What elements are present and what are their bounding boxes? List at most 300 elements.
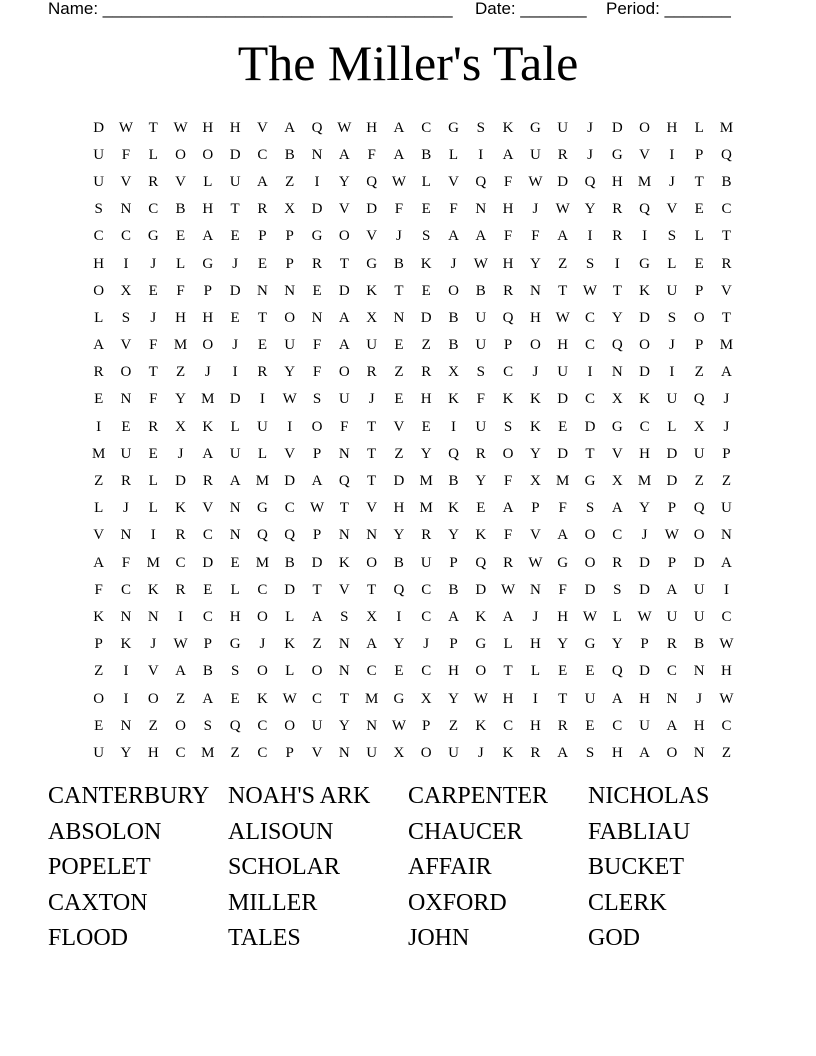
grid-letter[interactable]: O (93, 282, 105, 299)
grid-letter[interactable]: X (284, 201, 296, 218)
grid-letter[interactable]: Q (475, 554, 487, 571)
grid-letter[interactable]: P (203, 636, 212, 653)
grid-letter[interactable]: E (394, 337, 404, 354)
grid-letter[interactable]: V (120, 337, 132, 354)
grid-letter[interactable]: I (587, 228, 593, 245)
grid-letter[interactable]: A (93, 337, 105, 354)
grid-letter[interactable]: I (123, 663, 129, 680)
grid-letter[interactable]: W (719, 636, 734, 653)
grid-letter[interactable]: T (367, 473, 377, 490)
grid-letter[interactable]: J (587, 146, 593, 163)
grid-letter[interactable]: N (338, 744, 350, 761)
grid-letter[interactable]: P (667, 554, 677, 571)
grid-letter[interactable]: H (529, 717, 541, 734)
grid-letter[interactable]: Z (694, 473, 704, 490)
grid-letter[interactable]: H (229, 608, 241, 625)
grid-letter[interactable]: H (639, 445, 650, 462)
grid-letter[interactable]: E (394, 391, 404, 408)
grid-letter[interactable]: F (503, 173, 513, 190)
grid-letter[interactable]: N (393, 309, 405, 326)
grid-letter[interactable]: B (175, 201, 186, 218)
date-field-label[interactable]: Date: _______ (475, 0, 587, 18)
grid-letter[interactable]: F (503, 228, 513, 245)
grid-letter[interactable]: O (666, 744, 678, 761)
grid-letter[interactable]: I (669, 364, 675, 381)
grid-letter[interactable]: C (421, 608, 432, 625)
grid-letter[interactable]: E (558, 663, 568, 680)
grid-letter[interactable]: P (285, 744, 294, 761)
grid-letter[interactable]: U (639, 717, 650, 734)
grid-letter[interactable]: T (339, 255, 349, 272)
grid-letter[interactable]: P (503, 337, 513, 354)
grid-letter[interactable]: W (501, 581, 516, 598)
grid-letter[interactable]: J (232, 337, 239, 354)
grid-letter[interactable]: L (667, 418, 677, 435)
grid-letter[interactable]: R (475, 445, 486, 462)
grid-letter[interactable]: Q (475, 173, 487, 190)
grid-letter[interactable]: C (421, 663, 432, 680)
grid-letter[interactable]: E (257, 255, 268, 272)
grid-letter[interactable]: N (366, 717, 378, 734)
grid-letter[interactable]: F (503, 527, 513, 544)
grid-letter[interactable]: M (637, 473, 652, 490)
grid-letter[interactable]: S (585, 255, 595, 272)
grid-letter[interactable]: B (448, 581, 459, 598)
grid-letter[interactable]: Y (393, 527, 405, 544)
grid-letter[interactable]: N (284, 282, 296, 299)
grid-letter[interactable]: R (120, 473, 131, 490)
grid-letter[interactable]: X (693, 418, 705, 435)
grid-letter[interactable]: O (311, 418, 323, 435)
grid-letter[interactable]: C (612, 717, 623, 734)
grid-letter[interactable]: B (694, 636, 705, 653)
grid-letter[interactable]: G (584, 473, 596, 490)
grid-letter[interactable]: Y (529, 255, 541, 272)
grid-letter[interactable]: O (311, 663, 323, 680)
grid-letter[interactable]: H (420, 391, 432, 408)
grid-letter[interactable]: Y (175, 391, 186, 408)
grid-letter[interactable]: K (175, 500, 186, 517)
grid-letter[interactable]: B (421, 146, 432, 163)
grid-letter[interactable]: N (338, 636, 350, 653)
grid-letter[interactable]: K (502, 744, 514, 761)
grid-letter[interactable]: V (175, 173, 186, 190)
grid-letter[interactable]: D (175, 473, 186, 490)
grid-letter[interactable]: C (721, 201, 732, 218)
grid-letter[interactable]: V (120, 173, 132, 190)
grid-letter[interactable]: D (639, 581, 650, 598)
grid-letter[interactable]: I (150, 527, 156, 544)
grid-letter[interactable]: D (393, 473, 405, 490)
grid-letter[interactable]: U (693, 445, 705, 462)
grid-letter[interactable]: C (584, 337, 595, 354)
grid-letter[interactable]: J (395, 228, 402, 245)
grid-letter[interactable]: E (421, 418, 431, 435)
grid-letter[interactable]: R (93, 364, 104, 381)
grid-letter[interactable]: K (366, 282, 378, 299)
grid-letter[interactable]: B (448, 337, 459, 354)
grid-letter[interactable]: Y (448, 527, 459, 544)
grid-letter[interactable]: S (121, 309, 131, 326)
grid-letter[interactable]: V (202, 500, 214, 517)
grid-letter[interactable]: H (611, 744, 623, 761)
grid-letter[interactable]: A (666, 717, 678, 734)
grid-letter[interactable]: K (475, 717, 487, 734)
grid-letter[interactable]: R (503, 282, 514, 299)
grid-letter[interactable]: K (93, 608, 105, 625)
grid-letter[interactable]: E (421, 282, 431, 299)
grid-letter[interactable]: R (666, 636, 677, 653)
grid-letter[interactable]: K (448, 391, 459, 408)
grid-letter[interactable]: H (202, 119, 214, 136)
grid-letter[interactable]: N (693, 663, 705, 680)
grid-letter[interactable]: N (120, 717, 132, 734)
grid-letter[interactable]: T (694, 173, 704, 190)
grid-letter[interactable]: T (367, 418, 377, 435)
grid-letter[interactable]: E (585, 717, 595, 734)
grid-letter[interactable]: H (448, 663, 459, 680)
grid-letter[interactable]: I (532, 690, 538, 707)
grid-letter[interactable]: F (340, 418, 349, 435)
grid-letter[interactable]: P (312, 445, 322, 462)
grid-letter[interactable]: A (666, 581, 678, 598)
grid-letter[interactable]: L (203, 173, 213, 190)
grid-letter[interactable]: E (476, 500, 486, 517)
grid-letter[interactable]: E (230, 554, 240, 571)
grid-letter[interactable]: I (478, 146, 484, 163)
grid-letter[interactable]: S (585, 744, 595, 761)
grid-letter[interactable]: D (584, 418, 596, 435)
grid-letter[interactable]: H (693, 717, 705, 734)
grid-letter[interactable]: M (255, 554, 270, 571)
grid-letter[interactable]: I (669, 146, 675, 163)
grid-letter[interactable]: U (557, 119, 569, 136)
grid-letter[interactable]: K (257, 690, 268, 707)
grid-letter[interactable]: P (203, 282, 212, 299)
grid-letter[interactable]: A (557, 228, 569, 245)
grid-letter[interactable]: A (721, 364, 732, 381)
grid-letter[interactable]: K (529, 418, 541, 435)
grid-letter[interactable]: E (230, 690, 240, 707)
grid-letter[interactable]: O (693, 309, 705, 326)
grid-letter[interactable]: U (475, 337, 487, 354)
grid-letter[interactable]: H (202, 309, 214, 326)
grid-letter[interactable]: H (529, 636, 541, 653)
grid-letter[interactable]: C (93, 228, 104, 245)
grid-letter[interactable]: F (121, 554, 131, 571)
grid-letter[interactable]: F (394, 201, 404, 218)
grid-letter[interactable]: X (529, 473, 541, 490)
grid-letter[interactable]: D (557, 391, 569, 408)
grid-letter[interactable]: P (722, 445, 731, 462)
grid-letter[interactable]: R (421, 527, 432, 544)
grid-letter[interactable]: V (721, 282, 732, 299)
grid-letter[interactable]: M (173, 337, 188, 354)
grid-letter[interactable]: N (529, 581, 541, 598)
grid-letter[interactable]: H (666, 119, 678, 136)
grid-letter[interactable]: Q (284, 527, 296, 544)
grid-letter[interactable]: D (557, 445, 569, 462)
grid-letter[interactable]: J (177, 445, 184, 462)
grid-letter[interactable]: U (229, 445, 241, 462)
grid-letter[interactable]: B (202, 663, 213, 680)
grid-letter[interactable]: F (94, 581, 103, 598)
grid-letter[interactable]: N (475, 201, 487, 218)
grid-letter[interactable]: N (721, 527, 732, 544)
grid-letter[interactable]: Y (393, 636, 405, 653)
grid-letter[interactable]: D (639, 663, 650, 680)
grid-letter[interactable]: L (285, 608, 295, 625)
grid-letter[interactable]: J (450, 255, 457, 272)
grid-letter[interactable]: V (366, 228, 378, 245)
grid-letter[interactable]: Q (311, 119, 323, 136)
grid-letter[interactable]: Z (558, 255, 568, 272)
grid-letter[interactable]: A (338, 309, 350, 326)
grid-letter[interactable]: C (721, 717, 732, 734)
grid-letter[interactable]: U (448, 744, 459, 761)
grid-letter[interactable]: D (666, 473, 678, 490)
grid-letter[interactable]: C (503, 717, 514, 734)
grid-letter[interactable]: O (529, 337, 541, 354)
grid-letter[interactable]: R (612, 228, 623, 245)
grid-letter[interactable]: Z (94, 473, 104, 490)
grid-letter[interactable]: J (723, 391, 730, 408)
grid-letter[interactable]: C (284, 500, 295, 517)
grid-letter[interactable]: S (613, 581, 622, 598)
grid-letter[interactable]: O (584, 527, 596, 544)
grid-letter[interactable]: R (503, 554, 514, 571)
grid-letter[interactable]: U (693, 581, 705, 598)
grid-letter[interactable]: J (150, 309, 157, 326)
grid-letter[interactable]: J (259, 636, 266, 653)
grid-letter[interactable]: E (257, 337, 268, 354)
grid-letter[interactable]: R (557, 717, 568, 734)
grid-letter[interactable]: A (502, 146, 514, 163)
grid-letter[interactable]: I (96, 418, 102, 435)
grid-letter[interactable]: O (202, 146, 214, 163)
grid-letter[interactable]: R (612, 554, 623, 571)
grid-letter[interactable]: H (557, 608, 569, 625)
grid-letter[interactable]: J (150, 636, 157, 653)
grid-letter[interactable]: E (694, 201, 704, 218)
grid-letter[interactable]: A (611, 690, 623, 707)
grid-letter[interactable]: L (94, 500, 104, 517)
grid-letter[interactable]: U (366, 744, 378, 761)
grid-letter[interactable]: R (421, 364, 432, 381)
grid-letter[interactable]: Q (257, 527, 268, 544)
grid-letter[interactable]: Q (693, 391, 705, 408)
grid-letter[interactable]: R (530, 744, 541, 761)
grid-letter[interactable]: H (175, 309, 186, 326)
grid-letter[interactable]: C (257, 744, 268, 761)
grid-letter[interactable]: M (719, 337, 734, 354)
grid-letter[interactable]: A (366, 636, 378, 653)
grid-letter[interactable]: V (639, 146, 650, 163)
grid-letter[interactable]: U (257, 418, 268, 435)
grid-letter[interactable]: O (448, 282, 459, 299)
grid-letter[interactable]: S (203, 717, 212, 734)
grid-letter[interactable]: N (120, 608, 132, 625)
grid-letter[interactable]: D (611, 119, 623, 136)
grid-letter[interactable]: I (587, 364, 593, 381)
grid-letter[interactable]: I (123, 690, 129, 707)
grid-letter[interactable]: J (723, 418, 730, 435)
grid-letter[interactable]: T (257, 309, 268, 326)
grid-letter[interactable]: V (393, 418, 405, 435)
grid-letter[interactable]: C (202, 608, 213, 625)
grid-letter[interactable]: N (311, 309, 323, 326)
grid-letter[interactable]: L (530, 663, 540, 680)
grid-letter[interactable]: E (394, 663, 404, 680)
grid-letter[interactable]: U (93, 146, 105, 163)
grid-letter[interactable]: N (338, 445, 350, 462)
grid-letter[interactable]: X (611, 473, 623, 490)
grid-letter[interactable]: A (393, 119, 405, 136)
grid-letter[interactable]: N (338, 663, 350, 680)
grid-letter[interactable]: J (232, 255, 239, 272)
grid-letter[interactable]: D (639, 364, 650, 381)
grid-letter[interactable]: Z (694, 364, 704, 381)
grid-letter[interactable]: D (666, 445, 678, 462)
grid-letter[interactable]: O (284, 717, 296, 734)
grid-letter[interactable]: F (558, 581, 567, 598)
grid-letter[interactable]: Z (285, 173, 295, 190)
grid-letter[interactable]: Z (94, 663, 104, 680)
grid-letter[interactable]: G (448, 119, 459, 136)
grid-letter[interactable]: U (584, 690, 596, 707)
grid-letter[interactable]: J (532, 364, 539, 381)
grid-letter[interactable]: O (366, 554, 378, 571)
grid-letter[interactable]: U (666, 282, 678, 299)
grid-letter[interactable]: L (612, 608, 622, 625)
grid-letter[interactable]: Y (120, 744, 132, 761)
grid-letter[interactable]: L (448, 146, 459, 163)
grid-letter[interactable]: O (147, 690, 159, 707)
grid-letter[interactable]: F (558, 500, 567, 517)
grid-letter[interactable]: N (147, 608, 159, 625)
grid-letter[interactable]: N (529, 282, 541, 299)
grid-letter[interactable]: I (314, 173, 320, 190)
grid-letter[interactable]: D (639, 554, 650, 571)
grid-letter[interactable]: U (120, 445, 132, 462)
grid-letter[interactable]: B (448, 309, 459, 326)
grid-letter[interactable]: J (123, 500, 129, 517)
grid-letter[interactable]: A (448, 228, 459, 245)
grid-letter[interactable]: N (611, 364, 623, 381)
grid-letter[interactable]: G (557, 554, 569, 571)
grid-letter[interactable]: T (339, 690, 349, 707)
grid-letter[interactable]: T (230, 201, 240, 218)
grid-letter[interactable]: H (611, 173, 623, 190)
grid-letter[interactable]: O (93, 690, 105, 707)
grid-letter[interactable]: M (637, 173, 652, 190)
grid-letter[interactable]: Y (475, 473, 487, 490)
grid-letter[interactable]: L (148, 473, 158, 490)
grid-letter[interactable]: F (176, 282, 185, 299)
grid-letter[interactable]: R (557, 146, 568, 163)
grid-letter[interactable]: I (396, 608, 402, 625)
grid-letter[interactable]: A (93, 554, 105, 571)
grid-letter[interactable]: R (366, 364, 377, 381)
grid-letter[interactable]: J (668, 337, 675, 354)
grid-letter[interactable]: E (694, 255, 704, 272)
grid-letter[interactable]: R (175, 581, 186, 598)
grid-letter[interactable]: N (366, 527, 378, 544)
grid-letter[interactable]: E (230, 228, 240, 245)
grid-letter[interactable]: Q (611, 663, 623, 680)
grid-letter[interactable]: V (448, 173, 459, 190)
grid-letter[interactable]: B (448, 473, 459, 490)
grid-letter[interactable]: O (120, 364, 132, 381)
grid-letter[interactable]: G (393, 690, 405, 707)
grid-letter[interactable]: L (421, 173, 431, 190)
grid-letter[interactable]: H (229, 119, 241, 136)
grid-letter[interactable]: T (721, 309, 732, 326)
grid-letter[interactable]: Y (557, 636, 569, 653)
grid-letter[interactable]: W (282, 690, 297, 707)
grid-letter[interactable]: A (502, 500, 514, 517)
grid-letter[interactable]: K (448, 500, 459, 517)
grid-letter[interactable]: C (120, 581, 131, 598)
grid-letter[interactable]: J (641, 527, 648, 544)
grid-letter[interactable]: U (666, 391, 678, 408)
grid-letter[interactable]: B (284, 146, 295, 163)
grid-letter[interactable]: O (175, 146, 186, 163)
grid-letter[interactable]: Z (230, 744, 240, 761)
grid-letter[interactable]: D (557, 173, 569, 190)
grid-letter[interactable]: C (721, 608, 732, 625)
grid-letter[interactable]: I (614, 255, 620, 272)
grid-letter[interactable]: O (420, 744, 432, 761)
grid-letter[interactable]: J (150, 255, 157, 272)
grid-letter[interactable]: F (531, 228, 540, 245)
grid-letter[interactable]: D (475, 581, 487, 598)
grid-letter[interactable]: M (146, 554, 160, 571)
grid-letter[interactable]: J (204, 364, 211, 381)
grid-letter[interactable]: Q (393, 581, 405, 598)
grid-letter[interactable]: E (585, 663, 595, 680)
grid-letter[interactable]: G (311, 228, 323, 245)
grid-letter[interactable]: U (693, 608, 705, 625)
grid-letter[interactable]: S (230, 663, 240, 680)
grid-letter[interactable]: A (284, 119, 296, 136)
grid-letter[interactable]: Y (420, 445, 432, 462)
grid-letter[interactable]: A (311, 608, 323, 625)
grid-letter[interactable]: Q (502, 309, 514, 326)
grid-letter[interactable]: Q (693, 500, 705, 517)
grid-letter[interactable]: Z (312, 636, 322, 653)
grid-letter[interactable]: C (503, 364, 514, 381)
grid-letter[interactable]: L (230, 418, 240, 435)
grid-letter[interactable]: D (311, 201, 323, 218)
grid-letter[interactable]: C (312, 690, 323, 707)
grid-letter[interactable]: O (202, 337, 214, 354)
grid-letter[interactable]: H (393, 500, 405, 517)
grid-letter[interactable]: F (149, 337, 158, 354)
grid-letter[interactable]: A (229, 473, 241, 490)
grid-letter[interactable]: W (473, 690, 488, 707)
grid-letter[interactable]: N (666, 690, 678, 707)
grid-letter[interactable]: C (421, 581, 432, 598)
grid-letter[interactable]: I (178, 608, 184, 625)
grid-letter[interactable]: L (230, 581, 240, 598)
grid-letter[interactable]: F (121, 146, 131, 163)
grid-letter[interactable]: Y (611, 309, 623, 326)
grid-letter[interactable]: I (642, 228, 648, 245)
grid-letter[interactable]: O (175, 717, 186, 734)
grid-letter[interactable]: K (147, 581, 159, 598)
grid-letter[interactable]: Q (639, 201, 650, 218)
